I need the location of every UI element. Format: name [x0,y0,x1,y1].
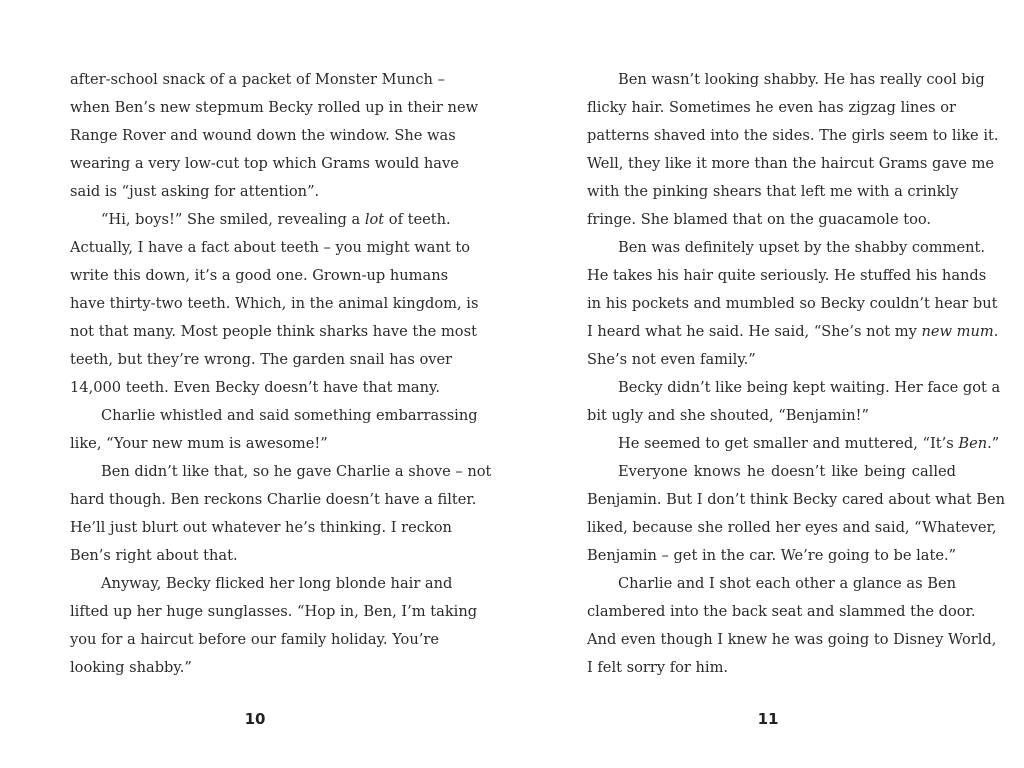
text-line: lifted up her huge sunglasses. “Hop in, Ben, I’m taking [70,603,478,620]
text-segment: I heard what he said. He said, “She’s not my [587,323,922,340]
paragraph [70,66,479,206]
text-segment: .” [987,435,1000,452]
text-line [587,318,999,346]
paragraph [70,206,479,402]
page-number-left: 10 [244,710,266,728]
text-line [70,206,451,234]
text-line: with the pinking shears that left me with a crinkly [587,183,959,200]
paragraph [70,570,478,682]
text-segment: “Hi, boys!” She smiled, revealing a [101,211,365,228]
paragraph [587,458,1005,570]
text-line: looking shabby.” [70,659,192,676]
text-line: Benjamin. But I don’t think Becky cared about what Ben [587,491,1005,508]
paragraph [70,402,478,458]
text-line: Range Rover and wound down the window. She was [70,127,456,144]
text-segment: of teeth. [384,211,451,228]
text-line: have thirty-two teeth. Which, in the animal kingdom, is [70,295,479,312]
text-line: like, “Your new mum is awesome!” [70,435,328,452]
paragraph [587,374,1001,430]
text-line [587,430,1000,458]
paragraph [587,66,999,234]
paragraph [70,458,492,570]
text-line: Ben didn’t like that, so he gave Charlie a shove – not [101,463,492,480]
text-line: when Ben’s new stepmum Becky rolled up in their new [70,99,479,116]
text-line: Charlie and I shot each other a glance as Ben [618,575,956,592]
text-line: after-school snack of a packet of Monster Munch – [70,71,445,88]
text-line: Ben wasn’t looking shabby. He has really cool big [618,71,985,88]
text-line: wearing a very low-cut top which Grams would have [70,155,459,172]
text-line: I felt sorry for him. [587,659,729,676]
text-line: you for a haircut before our family holiday. You’re [70,631,439,648]
text-line: flicky hair. Sometimes he even has zigzag lines or [587,99,956,116]
text-line: hard though. Ben reckons Charlie doesn’t have a filter. [70,491,477,508]
text-line: fringe. She blamed that on the guacamole too. [587,211,932,228]
text-line: He takes his hair quite seriously. He stuffed his hands [587,267,987,284]
text-line: He’ll just blurt out whatever he’s thinking. I reckon [70,519,452,536]
italic-text: Ben [958,435,988,452]
text-line: bit ugly and she shouted, “Benjamin!” [587,407,869,424]
page-number-right: 11 [757,710,779,728]
text-line: Well, they like it more than the haircut Grams gave me [587,155,995,172]
text-line: 14,000 teeth. Even Becky doesn’t have that many. [70,379,440,396]
text-segment: He seemed to get smaller and muttered, “It’s [618,435,959,452]
text-line: not that many. Most people think sharks have the most [70,323,477,340]
text-line: write this down, it’s a good one. Grown-up humans [70,267,449,284]
text-line: liked, because she rolled her eyes and said, “Whatever, [587,519,997,536]
paragraph [587,570,997,682]
text-line: Becky didn’t like being kept waiting. Her face got a [618,379,1001,396]
text-line: Charlie whistled and said something embarrassing [101,407,478,424]
text-line: She’s not even family.” [587,351,756,368]
italic-text: new mum [921,323,994,340]
text-line: Anyway, Becky flicked her long blonde hair and [101,575,453,592]
italic-text: lot [364,211,385,228]
text-line: Benjamin – get in the car. We’re going to be late.” [587,547,957,564]
paragraph [587,234,999,374]
text-line: in his pockets and mumbled so Becky couldn’t hear but [587,295,998,312]
right-page-text [587,66,1005,682]
left-page-text [70,66,492,682]
text-line: teeth, but they’re wrong. The garden snail has over [70,351,453,368]
text-line: Everyone knows he doesn’t like being called [618,463,956,480]
text-line: Ben was definitely upset by the shabby comment. [618,239,986,256]
text-line: said is “just asking for attention”. [70,183,320,200]
text-line: And even though I knew he was going to Disney World, [587,631,997,648]
text-line: Ben’s right about that. [70,547,238,564]
text-line: clambered into the back seat and slammed the door. [587,603,976,620]
text-line: Actually, I have a fact about teeth – you might want to [70,239,471,256]
text-segment: . [993,323,999,340]
text-line: patterns shaved into the sides. The girls seem to like it. [587,127,999,144]
paragraph [587,430,1000,458]
